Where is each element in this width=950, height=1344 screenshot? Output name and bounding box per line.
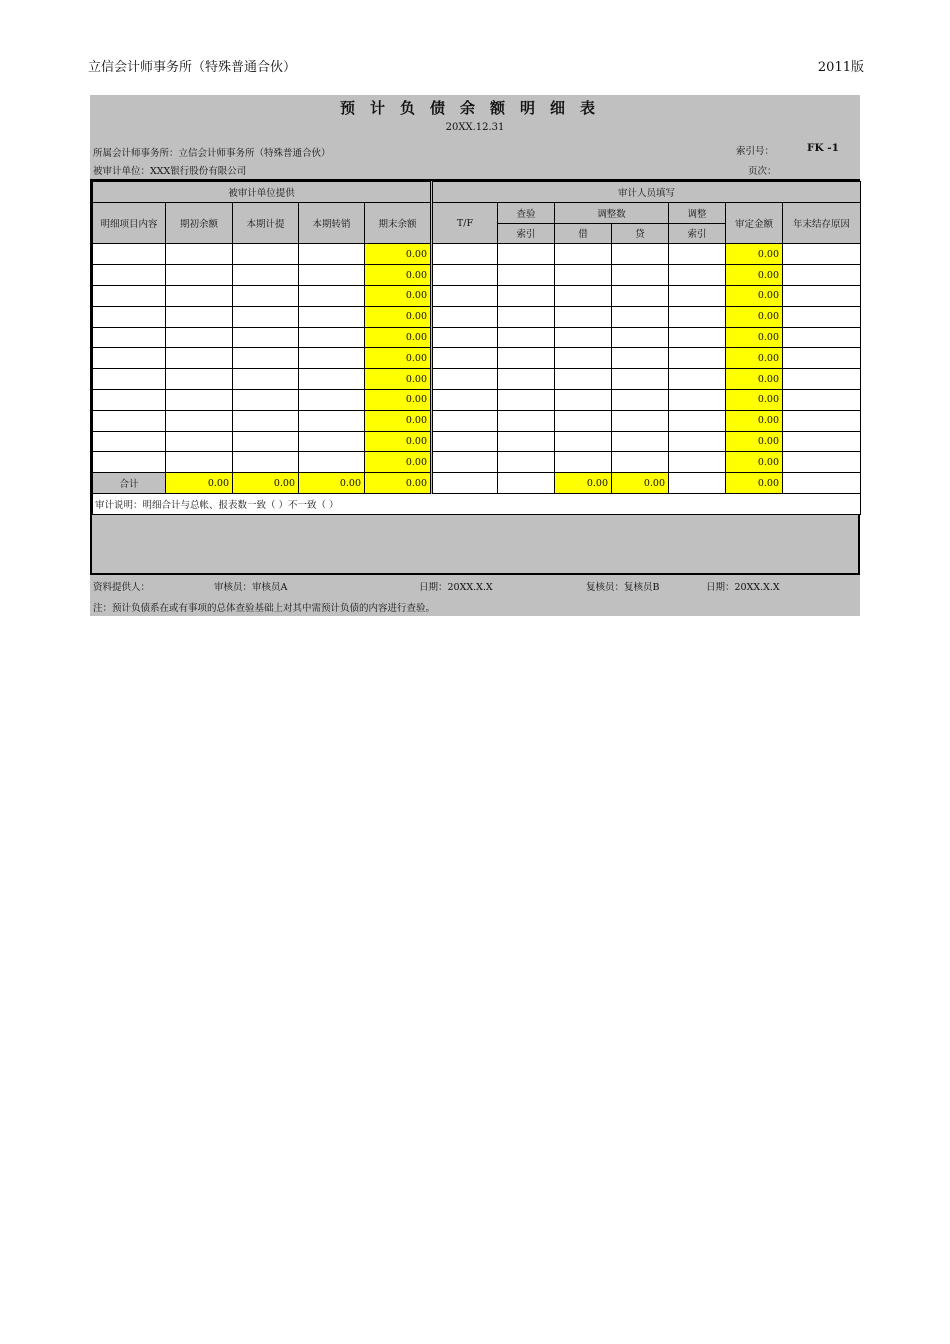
total-row bbox=[93, 473, 861, 494]
total-accrued[interactable]: 0.00 bbox=[233, 473, 299, 494]
cell-adj-index[interactable] bbox=[669, 265, 726, 286]
table-row bbox=[93, 369, 861, 390]
cell-debit[interactable] bbox=[555, 410, 612, 431]
cell-opening[interactable] bbox=[166, 389, 233, 410]
cell-item[interactable] bbox=[93, 369, 166, 390]
table-row bbox=[93, 452, 861, 473]
cell-approved[interactable]: 0.00 bbox=[726, 306, 783, 327]
cell-item[interactable] bbox=[93, 327, 166, 348]
cell-check-index[interactable] bbox=[498, 327, 555, 348]
footer-note: 注：预计负债系在或有事项的总体查验基础上对其中需预计负债的内容进行查验。 bbox=[93, 603, 436, 614]
table-row bbox=[93, 285, 861, 306]
col-debit: 借 bbox=[555, 223, 612, 244]
cell-tf[interactable] bbox=[432, 348, 498, 369]
cell-tf[interactable] bbox=[432, 410, 498, 431]
table-row bbox=[93, 244, 861, 265]
cell-item[interactable] bbox=[93, 265, 166, 286]
cell-reason[interactable] bbox=[783, 306, 861, 327]
table-row bbox=[93, 389, 861, 410]
sheet-date: 20XX.12.31 bbox=[445, 122, 505, 133]
cell-tf[interactable] bbox=[432, 306, 498, 327]
col-tf: T/F bbox=[432, 202, 498, 244]
detail-table bbox=[92, 181, 861, 515]
cell-tf[interactable] bbox=[432, 327, 498, 348]
col-accrued: 本期计提 bbox=[233, 202, 299, 244]
cell-reason[interactable] bbox=[783, 244, 861, 265]
cell-approved[interactable]: 0.00 bbox=[726, 452, 783, 473]
cell-credit[interactable] bbox=[612, 389, 669, 410]
index-value[interactable]: FK -1 bbox=[807, 142, 839, 154]
cell-accrued[interactable] bbox=[233, 244, 299, 265]
cell-tf[interactable] bbox=[432, 389, 498, 410]
cell-reason[interactable] bbox=[783, 431, 861, 452]
cell-credit[interactable] bbox=[612, 306, 669, 327]
cell-closing[interactable]: 0.00 bbox=[365, 244, 432, 265]
cell-accrued[interactable] bbox=[233, 265, 299, 286]
total-label: 合计 bbox=[93, 473, 166, 494]
cell-tf[interactable] bbox=[432, 431, 498, 452]
col-closing: 期末余额 bbox=[365, 202, 432, 244]
cell-debit[interactable] bbox=[555, 369, 612, 390]
worksheet bbox=[90, 95, 860, 616]
cell-check-index[interactable] bbox=[498, 431, 555, 452]
cell-closing[interactable]: 0.00 bbox=[365, 410, 432, 431]
cell-tf[interactable] bbox=[432, 285, 498, 306]
cell-tf[interactable] bbox=[432, 452, 498, 473]
cell-adj-index[interactable] bbox=[669, 306, 726, 327]
column-header-row-1 bbox=[93, 202, 861, 223]
cell-check-index[interactable] bbox=[498, 265, 555, 286]
col-adj-idx-bottom: 索引 bbox=[669, 223, 726, 244]
page-label: 页次： bbox=[748, 166, 777, 177]
cell-opening[interactable] bbox=[166, 431, 233, 452]
cell-approved[interactable]: 0.00 bbox=[726, 244, 783, 265]
cell-reason[interactable] bbox=[783, 452, 861, 473]
cell-debit[interactable] bbox=[555, 265, 612, 286]
cell-reason[interactable] bbox=[783, 285, 861, 306]
cell-item[interactable] bbox=[93, 389, 166, 410]
col-adjust: 调整数 bbox=[555, 202, 669, 223]
cell-check-index[interactable] bbox=[498, 306, 555, 327]
cell-transferred[interactable] bbox=[299, 327, 365, 348]
col-reason: 年末结存原因 bbox=[783, 202, 861, 244]
col-check-top: 查验 bbox=[498, 202, 555, 223]
cell-credit[interactable] bbox=[612, 369, 669, 390]
cell-adj-index[interactable] bbox=[669, 452, 726, 473]
data-rows bbox=[93, 244, 861, 473]
cell-reason[interactable] bbox=[783, 389, 861, 410]
cell-reason[interactable] bbox=[783, 265, 861, 286]
cell-closing[interactable]: 0.00 bbox=[365, 265, 432, 286]
cell-opening[interactable] bbox=[166, 410, 233, 431]
cell-transferred[interactable] bbox=[299, 285, 365, 306]
footer-date-2: 日期：20XX.X.X bbox=[706, 582, 780, 593]
audit-note[interactable]: 审计说明：明细合计与总帐、报表数一致（ ）不一致（ ） bbox=[93, 493, 861, 514]
cell-approved[interactable]: 0.00 bbox=[726, 348, 783, 369]
col-adj-idx-top: 调整 bbox=[669, 202, 726, 223]
table-row bbox=[93, 431, 861, 452]
cell-accrued[interactable] bbox=[233, 452, 299, 473]
cell-check-index[interactable] bbox=[498, 348, 555, 369]
cell-approved[interactable]: 0.00 bbox=[726, 389, 783, 410]
cell-transferred[interactable] bbox=[299, 369, 365, 390]
audited-unit-line: 被审计单位：XXX银行股份有限公司 bbox=[93, 166, 247, 177]
cell-credit[interactable] bbox=[612, 452, 669, 473]
cell-adj-index[interactable] bbox=[669, 285, 726, 306]
table-row bbox=[93, 348, 861, 369]
total-tf[interactable] bbox=[432, 473, 498, 494]
cell-reason[interactable] bbox=[783, 369, 861, 390]
total-check-index[interactable] bbox=[498, 473, 555, 494]
cell-approved[interactable]: 0.00 bbox=[726, 265, 783, 286]
cell-tf[interactable] bbox=[432, 265, 498, 286]
cell-approved[interactable]: 0.00 bbox=[726, 327, 783, 348]
cell-check-index[interactable] bbox=[498, 369, 555, 390]
group-header-row bbox=[93, 182, 861, 203]
cell-accrued[interactable] bbox=[233, 389, 299, 410]
total-credit[interactable]: 0.00 bbox=[612, 473, 669, 494]
cell-approved[interactable]: 0.00 bbox=[726, 369, 783, 390]
cell-opening[interactable] bbox=[166, 327, 233, 348]
cell-transferred[interactable] bbox=[299, 306, 365, 327]
cell-item[interactable] bbox=[93, 306, 166, 327]
cell-credit[interactable] bbox=[612, 327, 669, 348]
cell-transferred[interactable] bbox=[299, 389, 365, 410]
table-row bbox=[93, 265, 861, 286]
cell-opening[interactable] bbox=[166, 369, 233, 390]
cell-check-index[interactable] bbox=[498, 244, 555, 265]
total-transferred[interactable]: 0.00 bbox=[299, 473, 365, 494]
index-label: 索引号： bbox=[736, 146, 775, 157]
cell-approved[interactable]: 0.00 bbox=[726, 285, 783, 306]
cell-credit[interactable] bbox=[612, 265, 669, 286]
col-check-bottom: 索引 bbox=[498, 223, 555, 244]
cell-debit[interactable] bbox=[555, 452, 612, 473]
cell-item[interactable] bbox=[93, 285, 166, 306]
cell-closing[interactable]: 0.00 bbox=[365, 285, 432, 306]
firm-header: 立信会计师事务所（特殊普通合伙） bbox=[88, 60, 297, 75]
cell-accrued[interactable] bbox=[233, 431, 299, 452]
cell-adj-index[interactable] bbox=[669, 327, 726, 348]
cell-transferred[interactable] bbox=[299, 410, 365, 431]
cell-accrued[interactable] bbox=[233, 327, 299, 348]
cell-debit[interactable] bbox=[555, 285, 612, 306]
group-auditor-header: 审计人员填写 bbox=[432, 182, 861, 203]
cell-accrued[interactable] bbox=[233, 306, 299, 327]
cell-credit[interactable] bbox=[612, 348, 669, 369]
sheet-title: 预计负债余额明细表 bbox=[339, 99, 610, 117]
cell-debit[interactable] bbox=[555, 348, 612, 369]
total-closing[interactable]: 0.00 bbox=[365, 473, 432, 494]
cell-adj-index[interactable] bbox=[669, 431, 726, 452]
cell-credit[interactable] bbox=[612, 285, 669, 306]
cell-opening[interactable] bbox=[166, 306, 233, 327]
cell-check-index[interactable] bbox=[498, 452, 555, 473]
cell-reason[interactable] bbox=[783, 327, 861, 348]
cell-approved[interactable]: 0.00 bbox=[726, 431, 783, 452]
cell-opening[interactable] bbox=[166, 244, 233, 265]
cell-opening[interactable] bbox=[166, 265, 233, 286]
audit-note-row bbox=[93, 493, 861, 514]
cell-debit[interactable] bbox=[555, 389, 612, 410]
cell-adj-index[interactable] bbox=[669, 410, 726, 431]
cell-item[interactable] bbox=[93, 410, 166, 431]
col-approved: 审定金额 bbox=[726, 202, 783, 244]
cell-reason[interactable] bbox=[783, 410, 861, 431]
cell-opening[interactable] bbox=[166, 452, 233, 473]
cell-closing[interactable]: 0.00 bbox=[365, 306, 432, 327]
table-row bbox=[93, 410, 861, 431]
cell-credit[interactable] bbox=[612, 410, 669, 431]
cell-debit[interactable] bbox=[555, 244, 612, 265]
cell-transferred[interactable] bbox=[299, 431, 365, 452]
cell-accrued[interactable] bbox=[233, 410, 299, 431]
total-reason[interactable] bbox=[783, 473, 861, 494]
col-item: 明细项目内容 bbox=[93, 202, 166, 244]
cell-debit[interactable] bbox=[555, 431, 612, 452]
col-credit: 贷 bbox=[612, 223, 669, 244]
footer-date-1: 日期：20XX.X.X bbox=[419, 582, 493, 593]
cell-item[interactable] bbox=[93, 244, 166, 265]
cell-check-index[interactable] bbox=[498, 410, 555, 431]
footer-provider: 资料提供人： bbox=[93, 582, 151, 593]
cell-adj-index[interactable] bbox=[669, 389, 726, 410]
total-approved[interactable]: 0.00 bbox=[726, 473, 783, 494]
col-opening: 期初余额 bbox=[166, 202, 233, 244]
cell-check-index[interactable] bbox=[498, 389, 555, 410]
cell-accrued[interactable] bbox=[233, 348, 299, 369]
cell-check-index[interactable] bbox=[498, 285, 555, 306]
cell-approved[interactable]: 0.00 bbox=[726, 410, 783, 431]
table-row bbox=[93, 306, 861, 327]
col-transferred: 本期转销 bbox=[299, 202, 365, 244]
cell-closing[interactable]: 0.00 bbox=[365, 348, 432, 369]
cell-credit[interactable] bbox=[612, 431, 669, 452]
cell-adj-index[interactable] bbox=[669, 244, 726, 265]
total-debit[interactable]: 0.00 bbox=[555, 473, 612, 494]
cell-closing[interactable]: 0.00 bbox=[365, 327, 432, 348]
group-provided-header: 被审计单位提供 bbox=[93, 182, 432, 203]
cell-debit[interactable] bbox=[555, 306, 612, 327]
firm-line: 所属会计师事务所：立信会计师事务所（特殊普通合伙） bbox=[93, 148, 331, 159]
total-opening[interactable]: 0.00 bbox=[166, 473, 233, 494]
cell-item[interactable] bbox=[93, 431, 166, 452]
cell-transferred[interactable] bbox=[299, 452, 365, 473]
cell-item[interactable] bbox=[93, 452, 166, 473]
cell-accrued[interactable] bbox=[233, 285, 299, 306]
cell-opening[interactable] bbox=[166, 348, 233, 369]
cell-adj-index[interactable] bbox=[669, 369, 726, 390]
table-row bbox=[93, 327, 861, 348]
cell-tf[interactable] bbox=[432, 369, 498, 390]
cell-adj-index[interactable] bbox=[669, 348, 726, 369]
cell-item[interactable] bbox=[93, 348, 166, 369]
cell-opening[interactable] bbox=[166, 285, 233, 306]
cell-transferred[interactable] bbox=[299, 265, 365, 286]
footer-reviewer: 审核员：审核员A bbox=[214, 582, 288, 593]
cell-tf[interactable] bbox=[432, 244, 498, 265]
cell-accrued[interactable] bbox=[233, 369, 299, 390]
cell-reason[interactable] bbox=[783, 348, 861, 369]
cell-closing[interactable]: 0.00 bbox=[365, 452, 432, 473]
version-label: 2011版 bbox=[817, 60, 864, 75]
cell-closing[interactable]: 0.00 bbox=[365, 389, 432, 410]
cell-closing[interactable]: 0.00 bbox=[365, 431, 432, 452]
detail-table-frame bbox=[90, 179, 860, 575]
total-adj-index[interactable] bbox=[669, 473, 726, 494]
cell-credit[interactable] bbox=[612, 244, 669, 265]
cell-transferred[interactable] bbox=[299, 244, 365, 265]
cell-debit[interactable] bbox=[555, 327, 612, 348]
cell-closing[interactable]: 0.00 bbox=[365, 369, 432, 390]
page-header bbox=[88, 56, 864, 76]
cell-transferred[interactable] bbox=[299, 348, 365, 369]
footer-rechecker: 复核员：复核员B bbox=[586, 582, 660, 593]
